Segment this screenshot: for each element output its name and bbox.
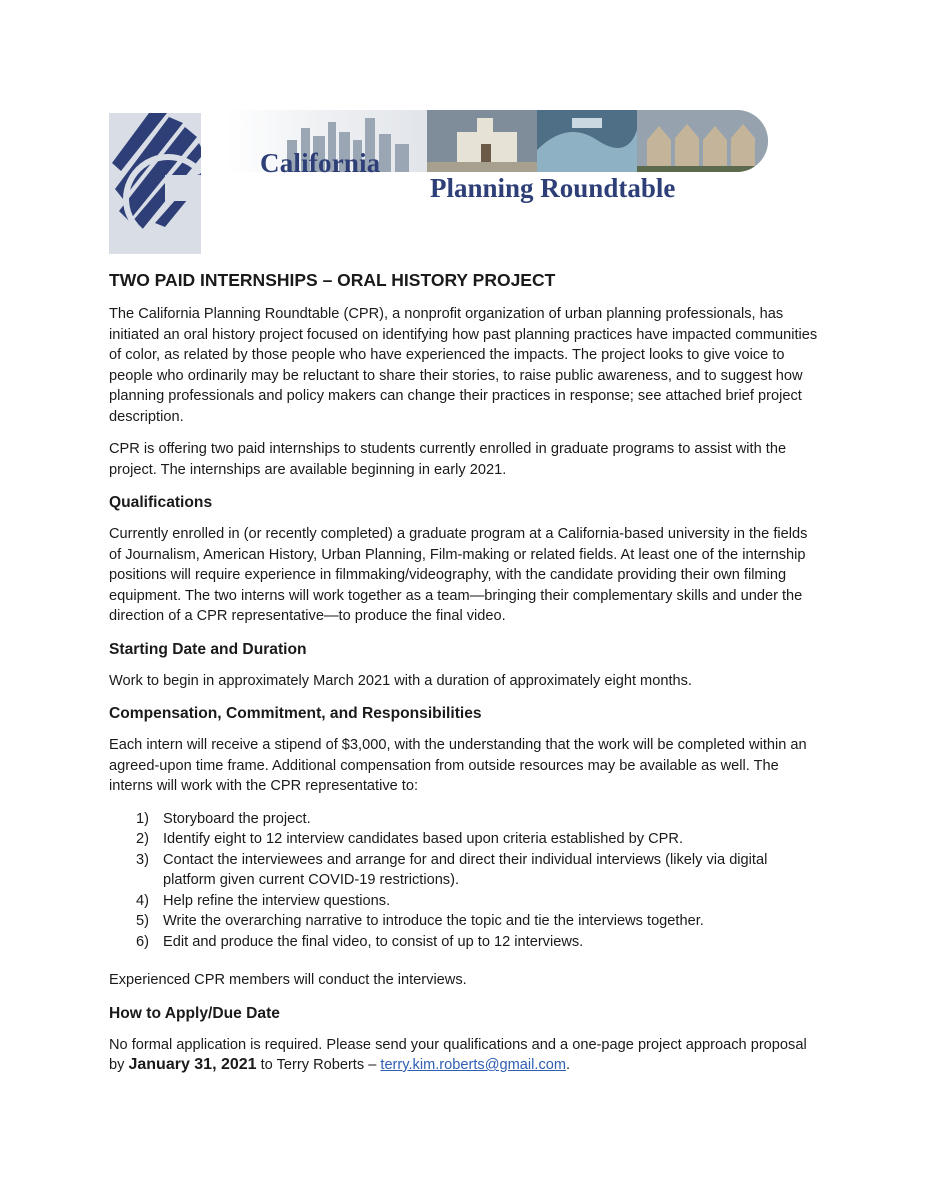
apply-text-after: . [566, 1057, 571, 1073]
list-item-text: Write the overarching narrative to introduce the topic and tie the interviews together. [163, 913, 704, 929]
responsibilities-list [109, 809, 821, 953]
apply-heading: How to Apply/Due Date [109, 1004, 280, 1022]
deadline-date: January 31, 2021 [128, 1056, 257, 1073]
brand-name-line2: Planning Roundtable [430, 173, 676, 203]
list-item-number: 2) [136, 831, 149, 847]
list-item [109, 932, 821, 953]
list-item-number: 6) [136, 933, 149, 950]
list-item [109, 850, 821, 891]
list-item-text: Edit and produce the final video, to consist of up to 12 interviews. [163, 933, 584, 950]
intro-paragraph-1: The California Planning Roundtable (CPR), a nonprofit organization of urban planning professionals, has initiated an oral history project focused on identifying how past planning practices have impacted communities of color, as related by those people who have experienced the impacts. The project looks to give voice to people who ordinarily may be reluctant to share their stories, to raise public awareness, and to suggest how planning professionals and policy makers can change their practices in response; see attached brief project description. [109, 306, 818, 425]
list-item [109, 829, 821, 850]
list-item [109, 891, 821, 912]
list-item-number: 1) [136, 810, 149, 827]
start-heading: Starting Date and Duration [109, 640, 307, 658]
start-text: Work to begin in approximately March 2021 with a duration of approximately eight months. [109, 672, 692, 689]
compensation-heading: Compensation, Commitment, and Responsibilities [109, 705, 482, 722]
list-item-text: Contact the interviewees and arrange for and direct their individual interviews (likely via digital platform given current COVID-19 restrictions). [163, 851, 768, 888]
compensation-text: Each intern will receive a stipend of $3,000, with the understanding that the work will be completed within an agreed-upon time frame. Additional compensation from outside resources may be available as well. The interns will work with the CPR representative to: [109, 737, 807, 794]
list-item [109, 809, 821, 830]
qualifications-text: Currently enrolled in (or recently completed) a graduate program at a California-based university in the fields of Journalism, American History, Urban Planning, Film-making or related fields. At least one of the internship positions will require experience in filmmaking/videography, with the candidate providing their own filming equipment. The two interns will work together as a team—bringing their complementary skills and under the direction of a CPR representative—to produce the final video. [109, 526, 808, 624]
list-item-text: Storyboard the project. [163, 810, 311, 827]
qualifications-heading: Qualifications [109, 494, 213, 511]
list-item-number: 4) [136, 892, 149, 909]
document-title: TWO PAID INTERNSHIPS – ORAL HISTORY PROJECT [109, 270, 556, 290]
list-item-number: 5) [136, 913, 149, 929]
list-item-text: Help refine the interview questions. [163, 892, 391, 909]
list-item-number: 3) [136, 851, 149, 868]
contact-email-link[interactable]: terry.kim.roberts@gmail.com [380, 1057, 567, 1073]
brand-name-line1: California [260, 148, 381, 178]
intro-paragraph-2: CPR is offering two paid internships to students currently enrolled in graduate programs to assist with the project. The internships are available beginning in early 2021. [109, 441, 787, 478]
apply-text [109, 1035, 821, 1076]
document-body [109, 268, 821, 1088]
closing-text: Experienced CPR members will conduct the interviews. [109, 972, 467, 988]
header-banner [109, 110, 769, 255]
apply-text-middle: to Terry Roberts – [256, 1057, 381, 1073]
list-item-text: Identify eight to 12 interview candidates based upon criteria established by CPR. [163, 831, 684, 847]
cpr-logo [109, 113, 201, 254]
list-item [109, 911, 821, 932]
apply-text-before: No formal application is required. Please send your qualifications and a one-page project approach proposal by [109, 1036, 807, 1073]
